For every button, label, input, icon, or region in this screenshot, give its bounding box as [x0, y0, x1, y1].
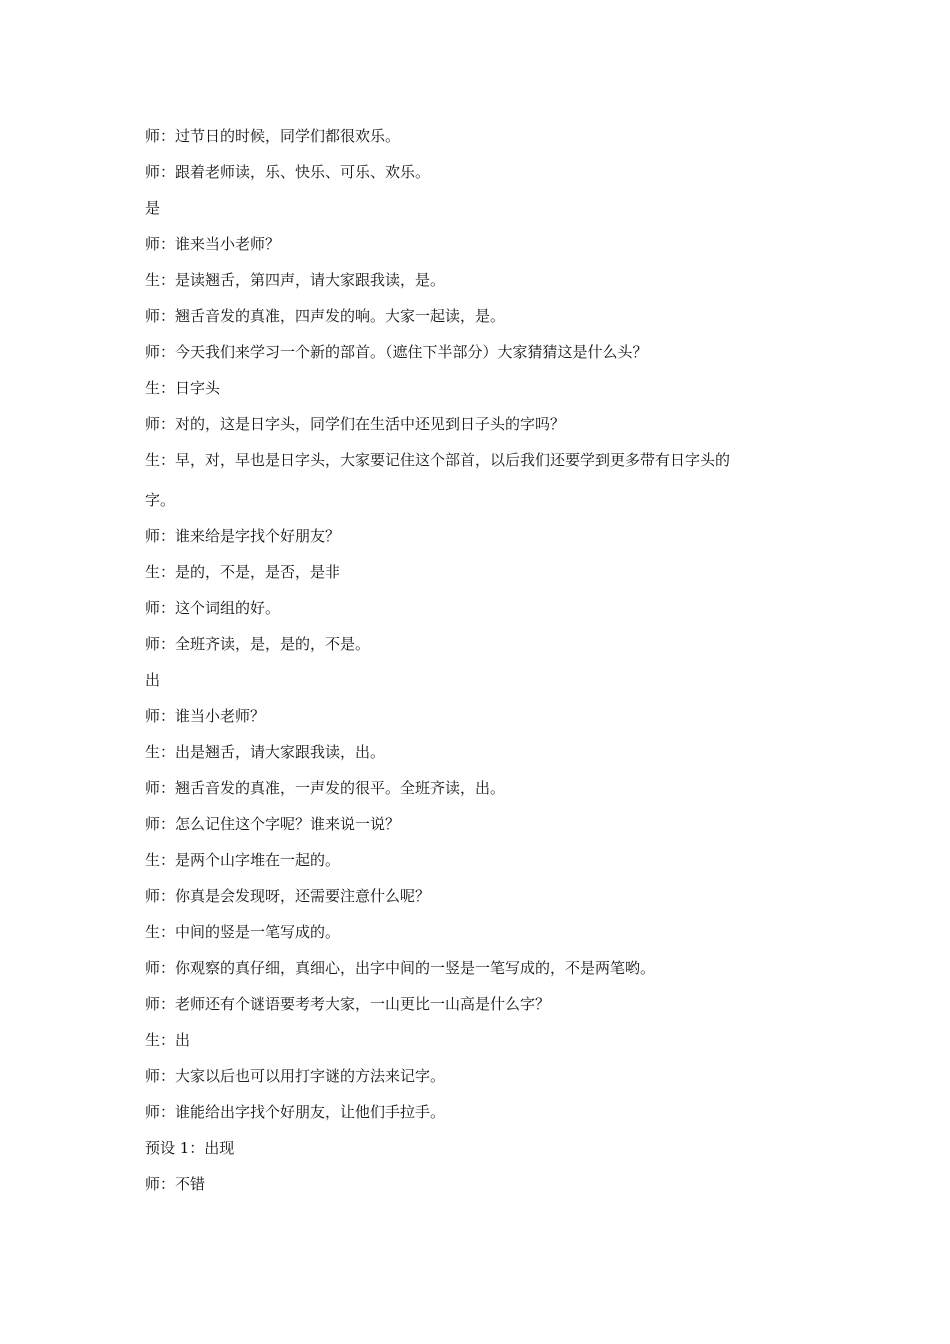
dialogue-line: 师：怎么记住这个字呢？谁来说一说？	[145, 815, 401, 833]
dialogue-line: 师：不错	[145, 1175, 206, 1193]
dialogue-line: 生：出	[145, 1031, 191, 1049]
dialogue-line: 师：今天我们来学习一个新的部首。（遮住下半部分）大家猜猜这是什么头？	[145, 343, 648, 361]
preset-line: 预设 1：出现	[145, 1139, 235, 1157]
dialogue-line: 师：谁能给出字找个好朋友，让他们手拉手。	[145, 1103, 446, 1121]
dialogue-line: 生：早，对，早也是日字头，大家要记住这个部首，以后我们还要学到更多带有日字头的	[145, 451, 731, 469]
dialogue-line: 师：翘舌音发的真准，一声发的很平。全班齐读，出。	[145, 779, 506, 797]
dialogue-line: 生：中间的竖是一笔写成的。	[145, 923, 341, 941]
dialogue-line: 生：日字头	[145, 379, 221, 397]
document-body	[145, 124, 825, 1208]
dialogue-line: 师：全班齐读，是，是的，不是。	[145, 635, 371, 653]
dialogue-line: 师：跟着老师读，乐、快乐、可乐、欢乐。	[145, 163, 431, 181]
dialogue-line: 生：是的，不是，是否，是非	[145, 563, 341, 581]
dialogue-line: 师：老师还有个谜语要考考大家，一山更比一山高是什么字？	[145, 995, 551, 1013]
section-heading: 是	[145, 199, 161, 217]
dialogue-line: 师：翘舌音发的真准，四声发的响。大家一起读，是。	[145, 307, 506, 325]
dialogue-line: 师：这个词组的好。	[145, 599, 281, 617]
dialogue-line: 生：是两个山字堆在一起的。	[145, 851, 341, 869]
section-heading: 出	[145, 671, 161, 689]
dialogue-line: 师：谁来给是字找个好朋友？	[145, 527, 341, 545]
dialogue-line-continuation: 字。	[145, 491, 176, 509]
dialogue-line: 生：出是翘舌，请大家跟我读，出。	[145, 743, 386, 761]
dialogue-line: 生：是读翘舌，第四声，请大家跟我读，是。	[145, 271, 446, 289]
dialogue-line: 师：过节日的时候，同学们都很欢乐。	[145, 127, 401, 145]
dialogue-line: 师：大家以后也可以用打字谜的方法来记字。	[145, 1067, 446, 1085]
dialogue-line: 师：谁当小老师？	[145, 707, 266, 725]
dialogue-line: 师：你观察的真仔细，真细心，出字中间的一竖是一笔写成的，不是两笔哟。	[145, 959, 656, 977]
dialogue-line: 师：你真是会发现呀，还需要注意什么呢？	[145, 887, 431, 905]
dialogue-line: 师：谁来当小老师？	[145, 235, 281, 253]
dialogue-line: 师：对的，这是日字头，同学们在生活中还见到日子头的字吗？	[145, 415, 566, 433]
